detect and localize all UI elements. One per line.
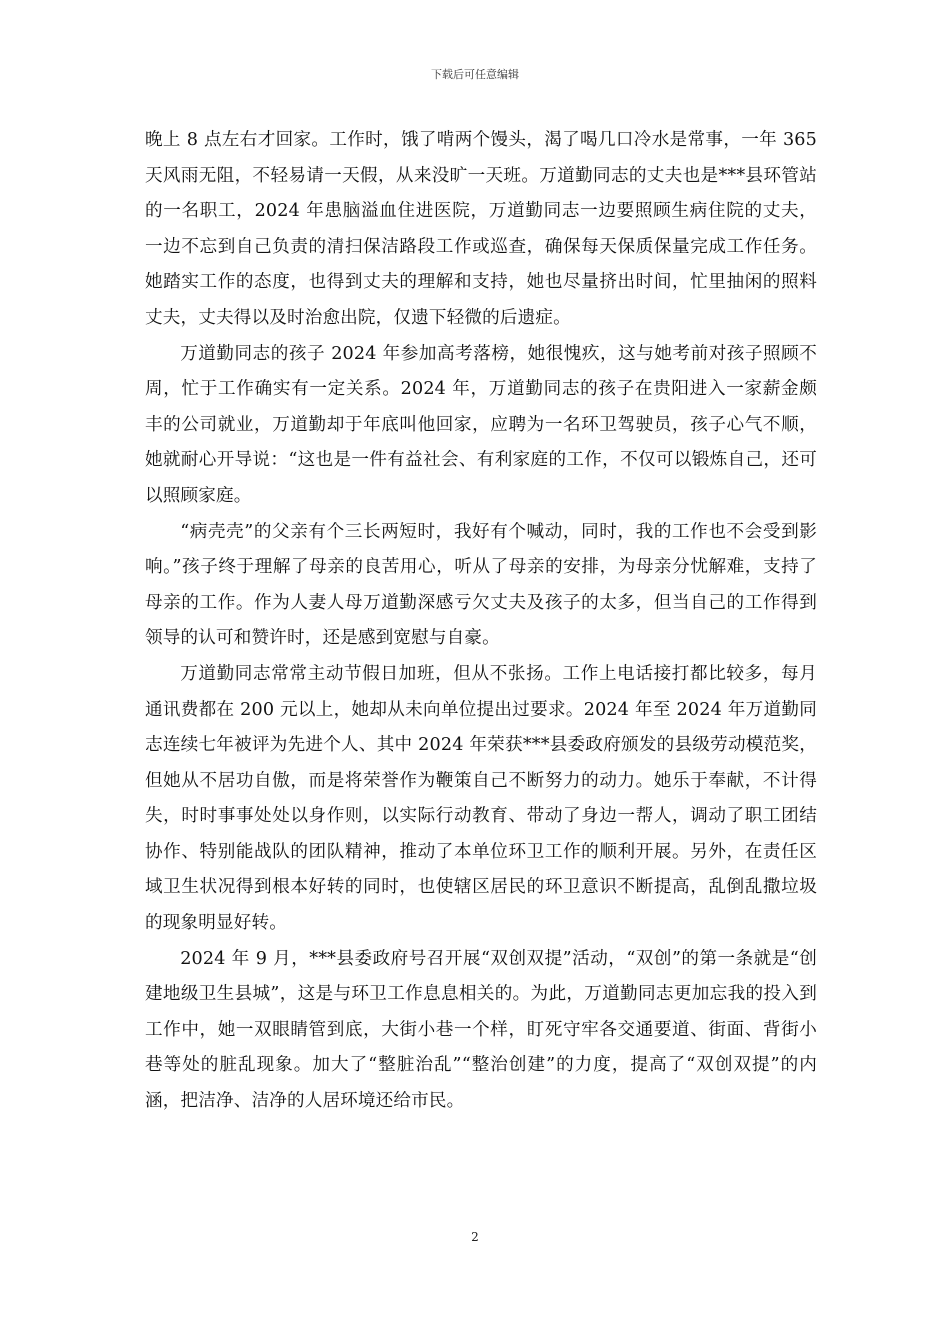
- page-number: 2: [471, 1230, 479, 1244]
- document-body: [145, 123, 817, 1120]
- paragraph-4: 万道勤同志常常主动节假日加班，但从不张扬。工作上电话接打都比较多，每月通讯费都在 200 元以上，她却从未向单位提出过要求。2024 年至 2024 年万道勤同志连续七年被评为先进个人、其中 2024 年荣获***县委政府颁发的县级劳动模范奖，但她从不居功自傲，而是将荣誉作为鞭策自己不断努力的动力。她乐于奉献，不计得失，时时事事处处以身作则，以实际行动教育、带动了身边一帮人，调动了职工团结协作、特别能战队的团队精神，推动了本单位环卫工作的顺利开展。另外，在责任区域卫生状况得到根本好转的同时，也使辖区居民的环卫意识不断提高，乱倒乱撒垃圾的现象明显好转。: [145, 663, 817, 934]
- paragraph-1: 晚上 8 点左右才回家。工作时，饿了啃两个馒头，渴了喝几口冷水是常事，一年 365 天风雨无阻，不轻易请一天假，从来没旷一天班。万道勤同志的丈夫也是***县环管站的一名职工，2024 年患脑溢血住进医院，万道勤同志一边要照顾生病住院的丈夫，一边不忘到自己负责的清扫保洁路段工作或巡查，确保每天保质保量完成工作任务。她踏实工作的态度，也得到丈夫的理解和支持，她也尽量挤出时间，忙里抽闲的照料丈夫，丈夫得以及时治愈出院，仅遗下轻微的后遗症。: [145, 130, 817, 328]
- paragraph-5: 2024 年 9 月，***县委政府号召开展“双创双提”活动，“双创”的第一条就是“创建地级卫生县城”，这是与环卫工作息息相关的。为此，万道勤同志更加忘我的投入到工作中，她一双眼睛管到底，大街小巷一个样，盯死守牢各交通要道、街面、背街小巷等处的脏乱现象。加大了“整脏治乱”“整治创建”的力度，提高了“双创双提”的内涵，把洁净、洁净的人居环境还给市民。: [145, 948, 817, 1112]
- paragraph-2: 万道勤同志的孩子 2024 年参加高考落榜，她很愧疚，这与她考前对孩子照顾不周，忙于工作确实有一定关系。2024 年，万道勤同志的孩子在贵阳进入一家薪金颇丰的公司就业，万道勤却于年底叫他回家，应聘为一名环卫驾驶员，孩子心气不顺，她就耐心开导说：“这也是一件有益社会、有利家庭的工作，不仅可以锻炼自己，还可以照顾家庭。: [145, 343, 817, 506]
- paragraph-3: “病壳壳”的父亲有个三长两短时，我好有个喊动，同时，我的工作也不会受到影响。”孩子终于理解了母亲的良苦用心，听从了母亲的安排，为母亲分忧解难，支持了母亲的工作。作为人妻人母万道勤深感亏欠丈夫及孩子的太多，但当自己的工作得到领导的认可和赞许时，还是感到宽慰与自豪。: [145, 521, 817, 649]
- page-header: 下载后可任意编辑: [431, 68, 519, 81]
